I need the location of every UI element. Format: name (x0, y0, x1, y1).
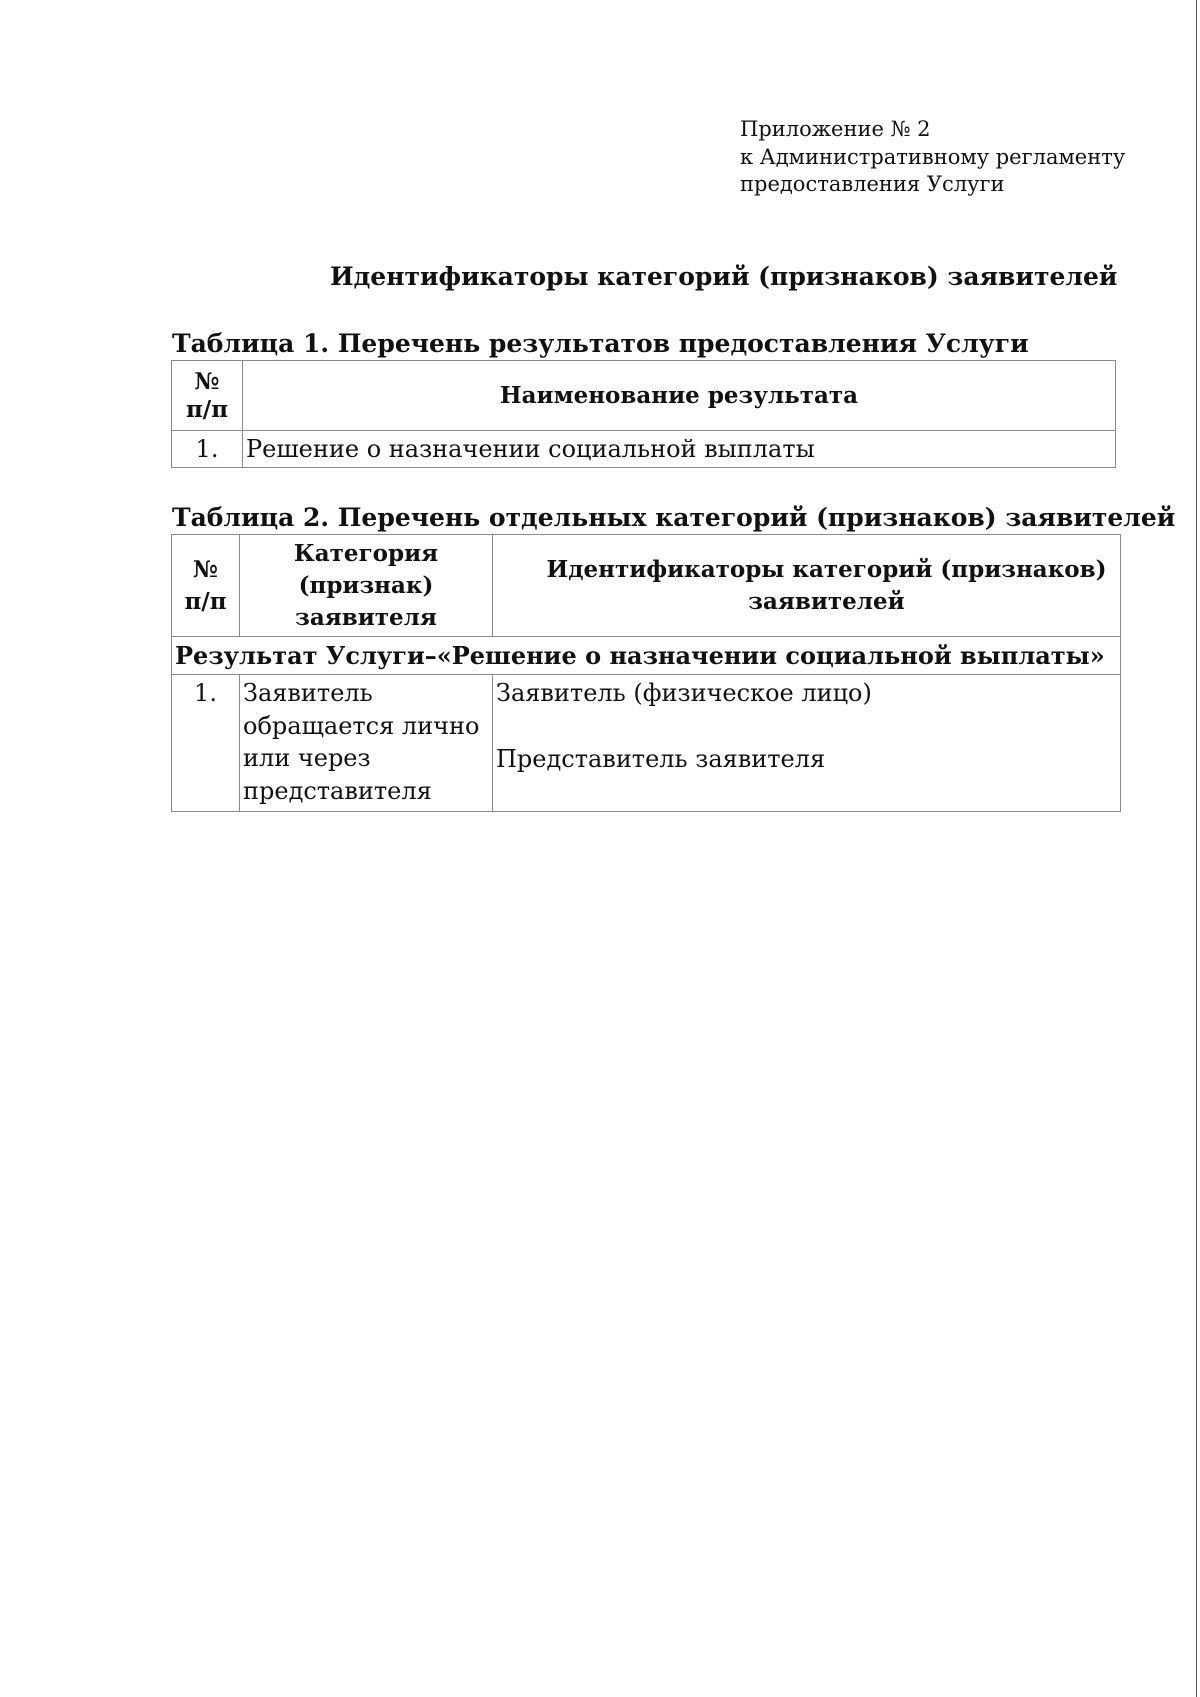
table1-caption: Таблица 1. Перечень результатов предоставления Услуги (172, 329, 1029, 358)
header-num-line-1: № (194, 367, 220, 395)
header-num-line-2: п/п (185, 395, 229, 423)
result-group-row (172, 637, 1121, 675)
col-header-number (172, 535, 240, 637)
results-table (171, 360, 1116, 468)
page-edge-line (1196, 0, 1197, 1697)
col-header-result-name: Наименование результата (243, 361, 1116, 431)
appendix-header (740, 116, 1125, 199)
table-header-row (172, 361, 1116, 431)
col-header-identifiers (493, 535, 1121, 637)
document-title: Идентификаторы категорий (признаков) заявителей (330, 262, 1118, 291)
category-line-2: обращается лично (243, 711, 480, 740)
result-group-label: Результат Услуги–«Решение о назначении социальной выплаты» (172, 637, 1121, 675)
row-number: 1. (172, 431, 243, 468)
header-num-line-1: № (193, 555, 218, 583)
identifiers-cell (493, 675, 1121, 812)
table2-caption: Таблица 2. Перечень отдельных категорий (признаков) заявителей (172, 503, 1176, 532)
header-num-line-2: п/п (184, 587, 227, 615)
category-line-3: или через (243, 744, 371, 772)
identifier-spacer (496, 710, 1120, 743)
category-cell (240, 675, 493, 812)
header-identifiers-line-2: заявителей (748, 587, 905, 615)
appendix-line-3: предоставления Услуги (740, 172, 1005, 196)
header-category-line-2: (признак) (298, 571, 434, 599)
table-row (172, 431, 1116, 468)
result-name-cell: Решение о назначении социальной выплаты (243, 431, 1116, 468)
table-row (172, 675, 1121, 812)
identifier-2: Представитель заявителя (496, 744, 826, 773)
col-header-number (172, 361, 243, 431)
header-category-line-1: Категория (293, 539, 439, 567)
categories-table (171, 534, 1121, 812)
category-line-4: представителя (243, 776, 432, 805)
category-line-1: Заявитель (243, 679, 373, 707)
table-header-row (172, 535, 1121, 637)
appendix-line-1: Приложение № 2 (740, 117, 931, 141)
col-header-category (240, 535, 493, 637)
row-number: 1. (172, 675, 240, 812)
header-identifiers-line-1: Идентификаторы категорий (признаков) (546, 555, 1107, 583)
appendix-line-2: к Административному регламенту (740, 144, 1126, 169)
identifier-1: Заявитель (физическое лицо) (496, 679, 872, 707)
header-category-line-3: заявителя (295, 603, 437, 631)
